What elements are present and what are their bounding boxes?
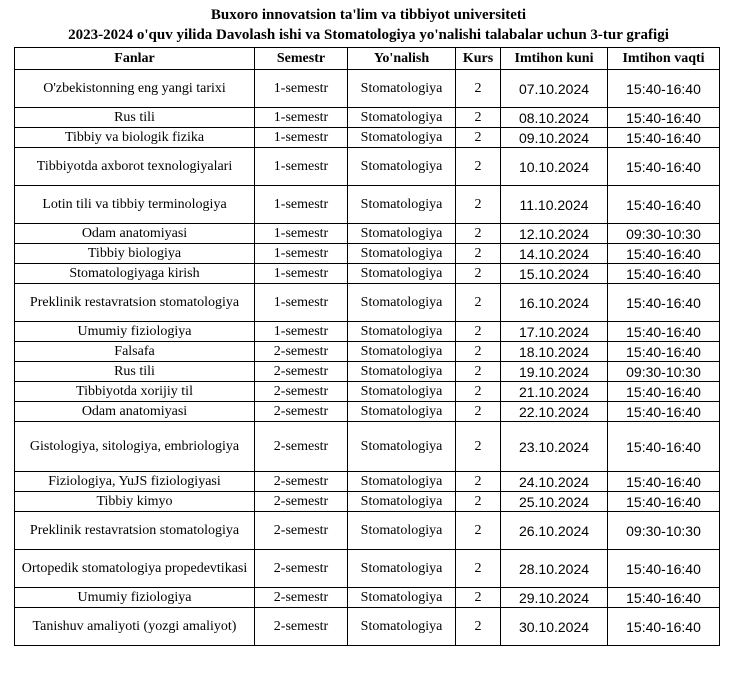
semester-cell: 1-semestr	[255, 284, 348, 322]
exam-time-cell: 15:40-16:40	[608, 244, 720, 264]
course-cell: 2	[456, 382, 501, 402]
table-row	[15, 70, 720, 108]
semester-cell: 1-semestr	[255, 186, 348, 224]
exam-time-cell: 15:40-16:40	[608, 148, 720, 186]
table-row	[15, 322, 720, 342]
course-cell: 2	[456, 322, 501, 342]
column-header-yonalish: Yo'nalish	[348, 48, 456, 70]
exam-date-cell: 18.10.2024	[501, 342, 608, 362]
exam-time-cell: 15:40-16:40	[608, 608, 720, 646]
semester-cell: 1-semestr	[255, 70, 348, 108]
direction-cell: Stomatologiya	[348, 472, 456, 492]
direction-cell: Stomatologiya	[348, 512, 456, 550]
direction-cell: Stomatologiya	[348, 186, 456, 224]
subject-cell: O'zbekistonning eng yangi tarixi	[15, 70, 255, 108]
semester-cell: 2-semestr	[255, 550, 348, 588]
exam-date-cell: 19.10.2024	[501, 362, 608, 382]
exam-time-cell: 15:40-16:40	[608, 472, 720, 492]
exam-time-cell: 15:40-16:40	[608, 70, 720, 108]
course-cell: 2	[456, 492, 501, 512]
table-row	[15, 244, 720, 264]
exam-time-cell: 15:40-16:40	[608, 588, 720, 608]
table-row	[15, 108, 720, 128]
course-cell: 2	[456, 70, 501, 108]
course-cell: 2	[456, 128, 501, 148]
exam-time-cell: 09:30-10:30	[608, 512, 720, 550]
table-row	[15, 382, 720, 402]
exam-time-cell: 15:40-16:40	[608, 422, 720, 472]
subject-cell: Umumiy fiziologiya	[15, 588, 255, 608]
semester-cell: 2-semestr	[255, 402, 348, 422]
table-row	[15, 342, 720, 362]
exam-date-cell: 24.10.2024	[501, 472, 608, 492]
semester-cell: 2-semestr	[255, 362, 348, 382]
table-row	[15, 550, 720, 588]
table-row	[15, 186, 720, 224]
course-cell: 2	[456, 422, 501, 472]
direction-cell: Stomatologiya	[348, 108, 456, 128]
exam-time-cell: 09:30-10:30	[608, 224, 720, 244]
subject-cell: Rus tili	[15, 362, 255, 382]
direction-cell: Stomatologiya	[348, 264, 456, 284]
subject-cell: Falsafa	[15, 342, 255, 362]
direction-cell: Stomatologiya	[348, 70, 456, 108]
direction-cell: Stomatologiya	[348, 244, 456, 264]
exam-date-cell: 07.10.2024	[501, 70, 608, 108]
column-header-semestr: Semestr	[255, 48, 348, 70]
table-row	[15, 264, 720, 284]
exam-date-cell: 29.10.2024	[501, 588, 608, 608]
course-cell: 2	[456, 244, 501, 264]
course-cell: 2	[456, 588, 501, 608]
direction-cell: Stomatologiya	[348, 550, 456, 588]
subject-cell: Tibbiyotda xorijiy til	[15, 382, 255, 402]
direction-cell: Stomatologiya	[348, 492, 456, 512]
direction-cell: Stomatologiya	[348, 148, 456, 186]
course-cell: 2	[456, 512, 501, 550]
semester-cell: 2-semestr	[255, 472, 348, 492]
exam-date-cell: 26.10.2024	[501, 512, 608, 550]
subject-cell: Odam anatomiyasi	[15, 224, 255, 244]
semester-cell: 2-semestr	[255, 588, 348, 608]
table-row	[15, 422, 720, 472]
exam-time-cell: 15:40-16:40	[608, 550, 720, 588]
semester-cell: 1-semestr	[255, 244, 348, 264]
subject-cell: Fiziologiya, YuJS fiziologiyasi	[15, 472, 255, 492]
table-row	[15, 472, 720, 492]
course-cell: 2	[456, 550, 501, 588]
direction-cell: Stomatologiya	[348, 608, 456, 646]
exam-schedule-table	[14, 47, 720, 646]
exam-date-cell: 23.10.2024	[501, 422, 608, 472]
exam-time-cell: 15:40-16:40	[608, 322, 720, 342]
course-cell: 2	[456, 264, 501, 284]
subject-cell: Umumiy fiziologiya	[15, 322, 255, 342]
exam-date-cell: 21.10.2024	[501, 382, 608, 402]
direction-cell: Stomatologiya	[348, 322, 456, 342]
subject-cell: Tibbiy kimyo	[15, 492, 255, 512]
subject-cell: Rus tili	[15, 108, 255, 128]
direction-cell: Stomatologiya	[348, 224, 456, 244]
exam-time-cell: 15:40-16:40	[608, 186, 720, 224]
exam-date-cell: 25.10.2024	[501, 492, 608, 512]
course-cell: 2	[456, 148, 501, 186]
semester-cell: 2-semestr	[255, 382, 348, 402]
exam-date-cell: 22.10.2024	[501, 402, 608, 422]
exam-date-cell: 28.10.2024	[501, 550, 608, 588]
semester-cell: 1-semestr	[255, 264, 348, 284]
direction-cell: Stomatologiya	[348, 422, 456, 472]
subject-cell: Ortopedik stomatologiya propedevtikasi	[15, 550, 255, 588]
semester-cell: 2-semestr	[255, 512, 348, 550]
column-header-imtihon-kuni: Imtihon kuni	[501, 48, 608, 70]
course-cell: 2	[456, 342, 501, 362]
exam-date-cell: 12.10.2024	[501, 224, 608, 244]
column-header-imtihon-vaqti: Imtihon vaqti	[608, 48, 720, 70]
semester-cell: 1-semestr	[255, 224, 348, 244]
exam-date-cell: 16.10.2024	[501, 284, 608, 322]
table-row	[15, 362, 720, 382]
table-row	[15, 128, 720, 148]
exam-date-cell: 11.10.2024	[501, 186, 608, 224]
exam-time-cell: 15:40-16:40	[608, 402, 720, 422]
direction-cell: Stomatologiya	[348, 382, 456, 402]
exam-date-cell: 15.10.2024	[501, 264, 608, 284]
table-row	[15, 608, 720, 646]
exam-date-cell: 17.10.2024	[501, 322, 608, 342]
subject-cell: Tanishuv amaliyoti (yozgi amaliyot)	[15, 608, 255, 646]
column-header-kurs: Kurs	[456, 48, 501, 70]
subject-cell: Tibbiyotda axborot texnologiyalari	[15, 148, 255, 186]
subject-cell: Lotin tili va tibbiy terminologiya	[15, 186, 255, 224]
semester-cell: 1-semestr	[255, 128, 348, 148]
course-cell: 2	[456, 402, 501, 422]
direction-cell: Stomatologiya	[348, 402, 456, 422]
table-row	[15, 224, 720, 244]
exam-time-cell: 09:30-10:30	[608, 362, 720, 382]
exam-time-cell: 15:40-16:40	[608, 342, 720, 362]
table-row	[15, 588, 720, 608]
university-title: Buxoro innovatsion ta'lim va tibbiyot universiteti	[210, 7, 527, 23]
subject-cell: Stomatologiyaga kirish	[15, 264, 255, 284]
subject-cell: Preklinik restavratsion stomatologiya	[15, 512, 255, 550]
semester-cell: 2-semestr	[255, 422, 348, 472]
subject-cell: Odam anatomiyasi	[15, 402, 255, 422]
direction-cell: Stomatologiya	[348, 588, 456, 608]
course-cell: 2	[456, 362, 501, 382]
exam-time-cell: 15:40-16:40	[608, 284, 720, 322]
exam-date-cell: 10.10.2024	[501, 148, 608, 186]
semester-cell: 1-semestr	[255, 322, 348, 342]
exam-date-cell: 08.10.2024	[501, 108, 608, 128]
direction-cell: Stomatologiya	[348, 284, 456, 322]
semester-cell: 1-semestr	[255, 148, 348, 186]
table-row	[15, 148, 720, 186]
column-header-fanlar: Fanlar	[15, 48, 255, 70]
exam-time-cell: 15:40-16:40	[608, 382, 720, 402]
exam-date-cell: 14.10.2024	[501, 244, 608, 264]
subject-cell: Gistologiya, sitologiya, embriologiya	[15, 422, 255, 472]
semester-cell: 2-semestr	[255, 492, 348, 512]
course-cell: 2	[456, 186, 501, 224]
course-cell: 2	[456, 108, 501, 128]
schedule-title: 2023-2024 o'quv yilida Davolash ishi va Stomatologiya yo'nalishi talabalar uchun 3-tur grafigi	[68, 27, 669, 43]
course-cell: 2	[456, 608, 501, 646]
subject-cell: Preklinik restavratsion stomatologiya	[15, 284, 255, 322]
subject-cell: Tibbiy biologiya	[15, 244, 255, 264]
exam-date-cell: 09.10.2024	[501, 128, 608, 148]
semester-cell: 1-semestr	[255, 108, 348, 128]
semester-cell: 2-semestr	[255, 608, 348, 646]
exam-time-cell: 15:40-16:40	[608, 492, 720, 512]
direction-cell: Stomatologiya	[348, 128, 456, 148]
course-cell: 2	[456, 284, 501, 322]
table-row	[15, 402, 720, 422]
table-header-row	[15, 48, 720, 70]
table-row	[15, 492, 720, 512]
exam-date-cell: 30.10.2024	[501, 608, 608, 646]
table-row	[15, 512, 720, 550]
course-cell: 2	[456, 472, 501, 492]
subject-cell: Tibbiy va biologik fizika	[15, 128, 255, 148]
direction-cell: Stomatologiya	[348, 342, 456, 362]
semester-cell: 2-semestr	[255, 342, 348, 362]
course-cell: 2	[456, 224, 501, 244]
exam-time-cell: 15:40-16:40	[608, 128, 720, 148]
exam-time-cell: 15:40-16:40	[608, 108, 720, 128]
direction-cell: Stomatologiya	[348, 362, 456, 382]
table-row	[15, 284, 720, 322]
exam-time-cell: 15:40-16:40	[608, 264, 720, 284]
